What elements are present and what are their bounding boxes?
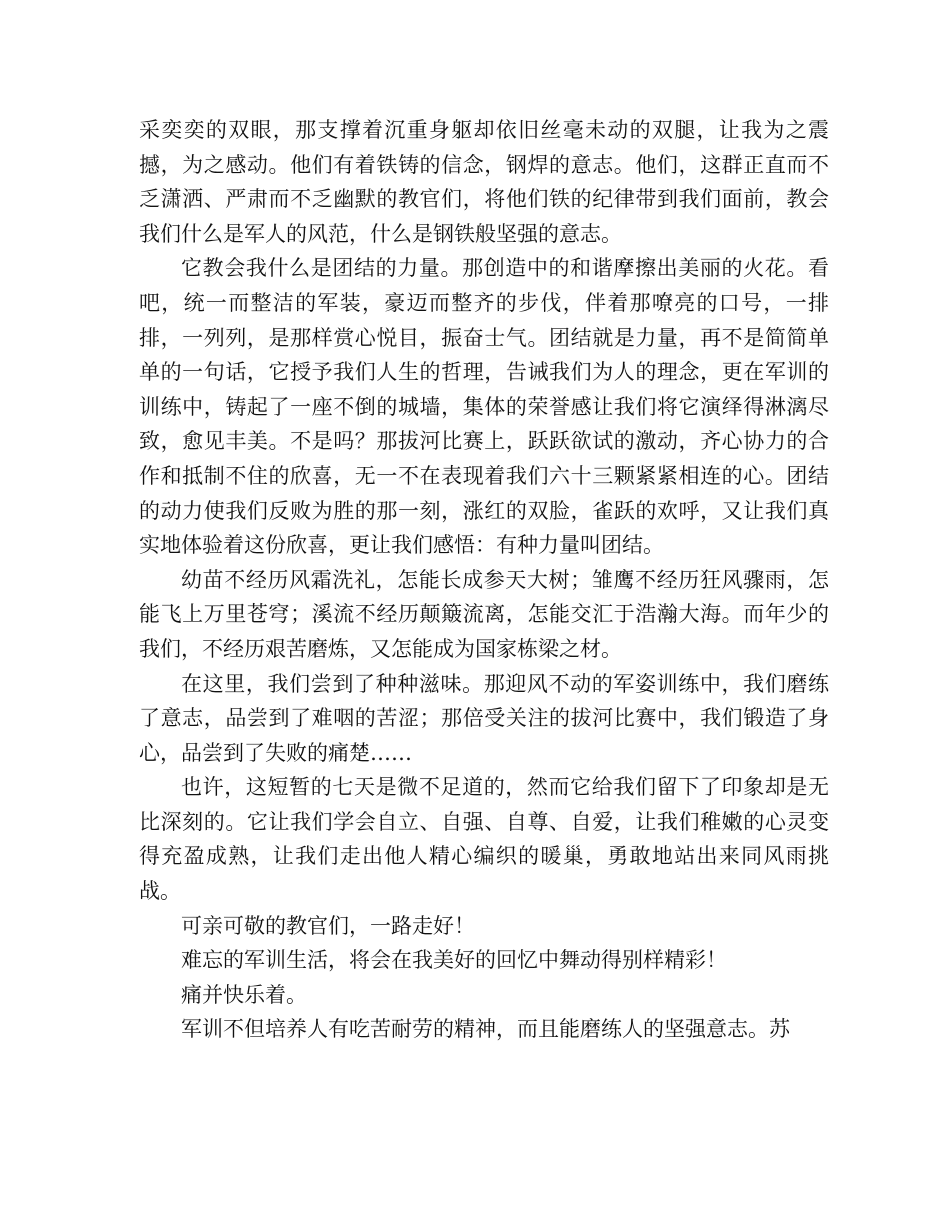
paragraph-seven-days: 也许，这短暂的七天是微不足道的，然而它给我们留下了印象却是无比深刻的。它让我们学会自立、自强、自尊、自爱，让我们稚嫩的心灵变得充盈成熟，让我们走出他人精心编织的暖巢，勇敢地站出来同风雨挑战。 — [139, 775, 829, 904]
paragraph-unity: 它教会我什么是团结的力量。那创造中的和谐摩擦出美丽的火花。看吧，统一而整洁的军装，豪迈而整齐的步伐，伴着那嘹亮的口号，一排排，一列列，是那样赏心悦目，振奋士气。团结就是力量，再不是简简单单的一句话，它授予我们人生的哲理，告诫我们为人的理念，更在军训的训练中，铸起了一座不倒的城墙，集体的荣誉感让我们将它演绎得淋漓尽致，愈见丰美。不是吗？那拔河比赛上，跃跃欲试的激动，齐心协力的合作和抵制不住的欣喜，无一不在表现着我们六十三颗紧紧相连的心。团结的动力使我们反败为胜的那一刻，涨红的双脸，雀跃的欢呼，又让我们真实地体验着这份欣喜，更让我们感悟：有种力量叫团结。 — [139, 256, 829, 558]
paragraph-continuation: 采奕奕的双眼，那支撑着沉重身躯却依旧丝毫未动的双腿，让我为之震撼，为之感动。他们有着铁铸的信念，钢焊的意志。他们，这群正直而不乏潇洒、严肃而不乏幽默的教官们，将他们铁的纪律带到我们面前，教会我们什么是军人的风范，什么是钢铁般坚强的意志。 — [139, 118, 829, 246]
paragraph-tastes: 在这里，我们尝到了种种滋味。那迎风不动的军姿训练中，我们磨练了意志，品尝到了难咽的苦涩；那倍受关注的拔河比赛中，我们锻造了身心，品尝到了失败的痛楚…… — [139, 671, 829, 765]
paragraph-memory: 难忘的军训生活，将会在我美好的回忆中舞动得别样精彩！ — [181, 948, 727, 973]
paragraph-seedling: 幼苗不经历风霜洗礼，怎能长成参天大树；雏鹰不经历狂风骤雨，怎能飞上万里苍穹；溪流不经历颠簸流离，怎能交汇于浩瀚大海。而年少的我们，不经历艰苦磨炼，又怎能成为国家栋梁之材。 — [139, 567, 829, 661]
document-body — [139, 113, 829, 1047]
paragraph-training: 军训不但培养人有吃苦耐劳的精神，而且能磨练人的坚强意志。苏 — [181, 1017, 790, 1042]
paragraph-pain-joy: 痛并快乐着。 — [181, 982, 307, 1007]
paragraph-farewell: 可亲可敬的教官们，一路走好！ — [181, 913, 475, 938]
